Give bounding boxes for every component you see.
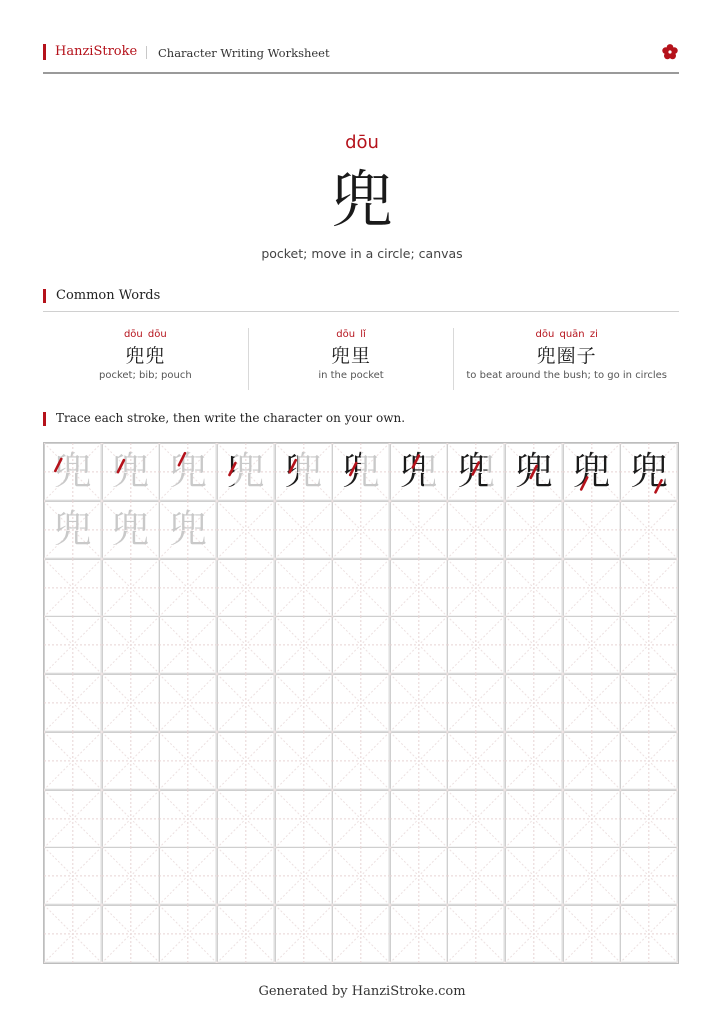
word-pinyin: dōu quān zi xyxy=(535,329,598,340)
word-item xyxy=(248,328,454,390)
worksheet-header xyxy=(43,43,679,65)
practice-cell[interactable] xyxy=(620,559,678,617)
practice-cell[interactable] xyxy=(447,501,505,559)
guide-lines xyxy=(390,674,448,732)
brand-accent-bar xyxy=(43,44,46,60)
practice-cell[interactable] xyxy=(332,790,390,848)
guide-lines xyxy=(275,616,333,674)
practice-cell[interactable] xyxy=(159,790,217,848)
guide-lines xyxy=(102,790,160,848)
practice-cell[interactable] xyxy=(217,501,275,559)
practice-cell[interactable] xyxy=(159,905,217,963)
plum-blossom-icon xyxy=(661,43,679,61)
guide-lines xyxy=(390,616,448,674)
guide-lines xyxy=(159,732,217,790)
practice-cell[interactable] xyxy=(505,905,563,963)
guide-lines xyxy=(447,732,505,790)
guide-lines xyxy=(44,790,102,848)
guide-lines xyxy=(447,501,505,559)
guide-lines xyxy=(275,905,333,963)
guide-lines xyxy=(447,790,505,848)
guide-lines xyxy=(275,501,333,559)
practice-cell[interactable] xyxy=(275,847,333,905)
guide-lines xyxy=(620,847,678,905)
guide-lines xyxy=(217,847,275,905)
guide-lines xyxy=(217,559,275,617)
practice-cell[interactable] xyxy=(563,790,621,848)
stroke-step-character: 兜 xyxy=(447,443,505,501)
guide-lines xyxy=(44,847,102,905)
guide-lines xyxy=(390,847,448,905)
practice-cell[interactable] xyxy=(620,501,678,559)
guide-lines xyxy=(505,790,563,848)
practice-cell[interactable] xyxy=(102,674,160,732)
practice-cell[interactable] xyxy=(159,847,217,905)
practice-cell[interactable] xyxy=(620,790,678,848)
main-character: 兜 xyxy=(330,163,393,236)
word-meaning: pocket; bib; pouch xyxy=(99,370,192,381)
section-rule xyxy=(43,311,679,312)
word-characters: 兜圈子 xyxy=(536,345,597,367)
practice-cell[interactable] xyxy=(217,847,275,905)
practice-cell[interactable] xyxy=(505,790,563,848)
guide-lines xyxy=(447,559,505,617)
practice-cell[interactable] xyxy=(563,501,621,559)
practice-cell[interactable] xyxy=(563,443,621,501)
practice-cell[interactable] xyxy=(102,847,160,905)
practice-cell[interactable] xyxy=(447,616,505,674)
trace-character: 兜 xyxy=(111,506,150,551)
guide-lines xyxy=(217,616,275,674)
guide-lines xyxy=(447,674,505,732)
practice-cell[interactable] xyxy=(447,905,505,963)
practice-cell[interactable] xyxy=(563,905,621,963)
guide-lines xyxy=(102,616,160,674)
guide-lines xyxy=(505,616,563,674)
practice-cell[interactable] xyxy=(390,847,448,905)
practice-cell[interactable] xyxy=(217,443,275,501)
practice-cell[interactable] xyxy=(217,559,275,617)
guide-lines xyxy=(217,674,275,732)
practice-cell[interactable] xyxy=(390,905,448,963)
common-words-title: Common Words xyxy=(56,288,161,303)
guide-lines xyxy=(44,616,102,674)
practice-cell[interactable] xyxy=(390,732,448,790)
common-words-list xyxy=(43,328,679,390)
stroke-step-character: 兜 xyxy=(332,443,390,501)
guide-lines xyxy=(620,674,678,732)
practice-cell[interactable] xyxy=(102,732,160,790)
guide-lines xyxy=(563,616,621,674)
practice-cell[interactable] xyxy=(332,443,390,501)
practice-cell[interactable] xyxy=(159,559,217,617)
section-accent-bar xyxy=(43,412,46,426)
practice-cell[interactable] xyxy=(390,616,448,674)
stroke-step-character: 兜 xyxy=(563,443,621,501)
guide-lines xyxy=(102,559,160,617)
practice-cell[interactable] xyxy=(332,905,390,963)
guide-lines xyxy=(102,674,160,732)
guide-lines xyxy=(620,790,678,848)
practice-cell[interactable] xyxy=(447,674,505,732)
guide-lines xyxy=(332,790,390,848)
guide-lines xyxy=(447,616,505,674)
word-meaning: to beat around the bush; to go in circles xyxy=(466,370,667,381)
practice-cell[interactable] xyxy=(275,559,333,617)
practice-cell[interactable] xyxy=(217,732,275,790)
practice-cell[interactable] xyxy=(563,847,621,905)
header-divider xyxy=(146,46,147,59)
guide-lines xyxy=(217,501,275,559)
practice-cell[interactable] xyxy=(390,559,448,617)
practice-cell[interactable] xyxy=(390,790,448,848)
practice-cell[interactable] xyxy=(217,790,275,848)
header-rule xyxy=(43,72,679,74)
guide-lines xyxy=(447,905,505,963)
practice-cell[interactable] xyxy=(159,732,217,790)
stroke-step-character: 兜 xyxy=(390,443,448,501)
character-pinyin: dōu xyxy=(345,132,379,153)
guide-lines xyxy=(275,674,333,732)
practice-cell[interactable] xyxy=(563,674,621,732)
footer-credit: Generated by HanziStroke.com xyxy=(258,984,466,999)
stroke-step-character: 兜 xyxy=(505,443,563,501)
practice-cell[interactable] xyxy=(44,732,102,790)
guide-lines xyxy=(563,790,621,848)
word-item xyxy=(453,328,679,390)
practice-cell[interactable] xyxy=(505,732,563,790)
guide-lines xyxy=(159,674,217,732)
practice-cell[interactable] xyxy=(102,443,160,501)
guide-lines xyxy=(563,905,621,963)
practice-cell[interactable] xyxy=(44,443,102,501)
guide-lines xyxy=(563,732,621,790)
guide-lines xyxy=(44,905,102,963)
practice-cell[interactable] xyxy=(390,501,448,559)
guide-lines xyxy=(159,847,217,905)
stroke-step-character: 兜 xyxy=(630,449,669,493)
practice-cell[interactable] xyxy=(505,501,563,559)
practice-cell[interactable] xyxy=(217,616,275,674)
guide-lines xyxy=(159,790,217,848)
practice-cell[interactable] xyxy=(390,443,448,501)
guide-lines xyxy=(332,674,390,732)
practice-cell[interactable] xyxy=(275,732,333,790)
guide-lines xyxy=(620,501,678,559)
practice-cell[interactable] xyxy=(44,616,102,674)
practice-instruction: Trace each stroke, then write the character on your own. xyxy=(56,411,406,425)
practice-cell[interactable] xyxy=(275,501,333,559)
guide-lines xyxy=(217,905,275,963)
practice-cell[interactable] xyxy=(102,501,160,559)
guide-lines xyxy=(275,559,333,617)
practice-cell[interactable] xyxy=(44,905,102,963)
practice-cell[interactable] xyxy=(332,732,390,790)
guide-lines xyxy=(505,732,563,790)
practice-cell[interactable] xyxy=(563,559,621,617)
stroke-step-character: 兜 xyxy=(275,443,333,501)
practice-cell[interactable] xyxy=(563,616,621,674)
guide-lines xyxy=(505,674,563,732)
practice-cell[interactable] xyxy=(505,847,563,905)
practice-cell[interactable] xyxy=(159,443,217,501)
practice-cell[interactable] xyxy=(620,847,678,905)
practice-cell[interactable] xyxy=(620,905,678,963)
guide-lines xyxy=(332,732,390,790)
word-pinyin: dōu dōu xyxy=(123,329,167,340)
guide-lines xyxy=(217,732,275,790)
guide-lines xyxy=(102,847,160,905)
guide-lines xyxy=(332,905,390,963)
guide-lines xyxy=(390,559,448,617)
practice-cell[interactable] xyxy=(447,847,505,905)
guide-lines xyxy=(390,501,448,559)
practice-cell[interactable] xyxy=(159,674,217,732)
guide-lines xyxy=(390,732,448,790)
trace-character: 兜 xyxy=(169,506,208,551)
practice-cell[interactable] xyxy=(505,616,563,674)
stroke-step-character: 兜 xyxy=(102,443,160,501)
guide-lines xyxy=(102,732,160,790)
guide-lines xyxy=(102,905,160,963)
guide-lines xyxy=(620,905,678,963)
guide-lines xyxy=(44,732,102,790)
practice-cell[interactable] xyxy=(390,674,448,732)
practice-cell[interactable] xyxy=(275,443,333,501)
practice-cell[interactable] xyxy=(44,847,102,905)
practice-cell[interactable] xyxy=(620,616,678,674)
practice-cell[interactable] xyxy=(159,501,217,559)
practice-cell[interactable] xyxy=(332,847,390,905)
guide-lines xyxy=(332,616,390,674)
practice-cell[interactable] xyxy=(217,674,275,732)
practice-grid xyxy=(43,442,679,964)
word-pinyin: dōu lǐ xyxy=(336,329,366,340)
guide-lines xyxy=(563,674,621,732)
practice-cell[interactable] xyxy=(44,674,102,732)
stroke-step-character: 兜 xyxy=(217,443,275,501)
word-meaning: in the pocket xyxy=(318,370,384,381)
practice-cell[interactable] xyxy=(505,674,563,732)
guide-lines xyxy=(332,847,390,905)
guide-lines xyxy=(44,559,102,617)
practice-cell[interactable] xyxy=(332,616,390,674)
guide-lines xyxy=(275,790,333,848)
guide-lines xyxy=(505,905,563,963)
practice-cell[interactable] xyxy=(275,616,333,674)
guide-lines xyxy=(563,501,621,559)
guide-lines xyxy=(563,847,621,905)
guide-lines xyxy=(620,559,678,617)
practice-cell[interactable] xyxy=(44,501,102,559)
practice-cell[interactable] xyxy=(44,559,102,617)
guide-lines xyxy=(563,559,621,617)
practice-cell[interactable] xyxy=(275,674,333,732)
practice-cell[interactable] xyxy=(332,559,390,617)
practice-cell[interactable] xyxy=(447,443,505,501)
practice-cell[interactable] xyxy=(620,674,678,732)
practice-cell[interactable] xyxy=(505,443,563,501)
stroke-step-character: 兜 xyxy=(53,449,92,493)
practice-cell[interactable] xyxy=(102,559,160,617)
guide-lines xyxy=(159,616,217,674)
trace-character: 兜 xyxy=(53,506,92,551)
practice-cell[interactable] xyxy=(620,443,678,501)
practice-cell[interactable] xyxy=(447,732,505,790)
guide-lines xyxy=(505,501,563,559)
practice-cell[interactable] xyxy=(447,790,505,848)
practice-cell[interactable] xyxy=(505,559,563,617)
section-accent-bar xyxy=(43,289,46,303)
practice-cell[interactable] xyxy=(447,559,505,617)
practice-cell[interactable] xyxy=(332,674,390,732)
guide-lines xyxy=(390,790,448,848)
stroke-step-character: 兜 xyxy=(159,443,217,501)
guide-lines xyxy=(159,559,217,617)
guide-lines xyxy=(390,905,448,963)
character-meaning: pocket; move in a circle; canvas xyxy=(261,246,463,261)
guide-lines xyxy=(620,616,678,674)
practice-cell[interactable] xyxy=(563,732,621,790)
practice-cell[interactable] xyxy=(620,732,678,790)
guide-lines xyxy=(275,732,333,790)
practice-cell[interactable] xyxy=(332,501,390,559)
guide-lines xyxy=(332,501,390,559)
practice-cell[interactable] xyxy=(159,616,217,674)
practice-cell[interactable] xyxy=(275,905,333,963)
worksheet-subtitle: Character Writing Worksheet xyxy=(158,46,330,60)
word-item xyxy=(43,328,248,390)
word-characters: 兜里 xyxy=(331,345,372,367)
practice-cell[interactable] xyxy=(102,790,160,848)
guide-lines xyxy=(505,559,563,617)
practice-cell[interactable] xyxy=(217,905,275,963)
guide-lines xyxy=(620,732,678,790)
word-characters: 兜兜 xyxy=(125,345,166,367)
brand-name[interactable]: HanziStroke xyxy=(55,44,138,59)
guide-lines xyxy=(275,847,333,905)
guide-lines xyxy=(505,847,563,905)
guide-lines xyxy=(159,905,217,963)
guide-lines xyxy=(447,847,505,905)
guide-lines xyxy=(44,674,102,732)
practice-cell[interactable] xyxy=(102,616,160,674)
practice-cell[interactable] xyxy=(102,905,160,963)
guide-lines xyxy=(332,559,390,617)
guide-lines xyxy=(217,790,275,848)
practice-cell[interactable] xyxy=(44,790,102,848)
practice-cell[interactable] xyxy=(275,790,333,848)
